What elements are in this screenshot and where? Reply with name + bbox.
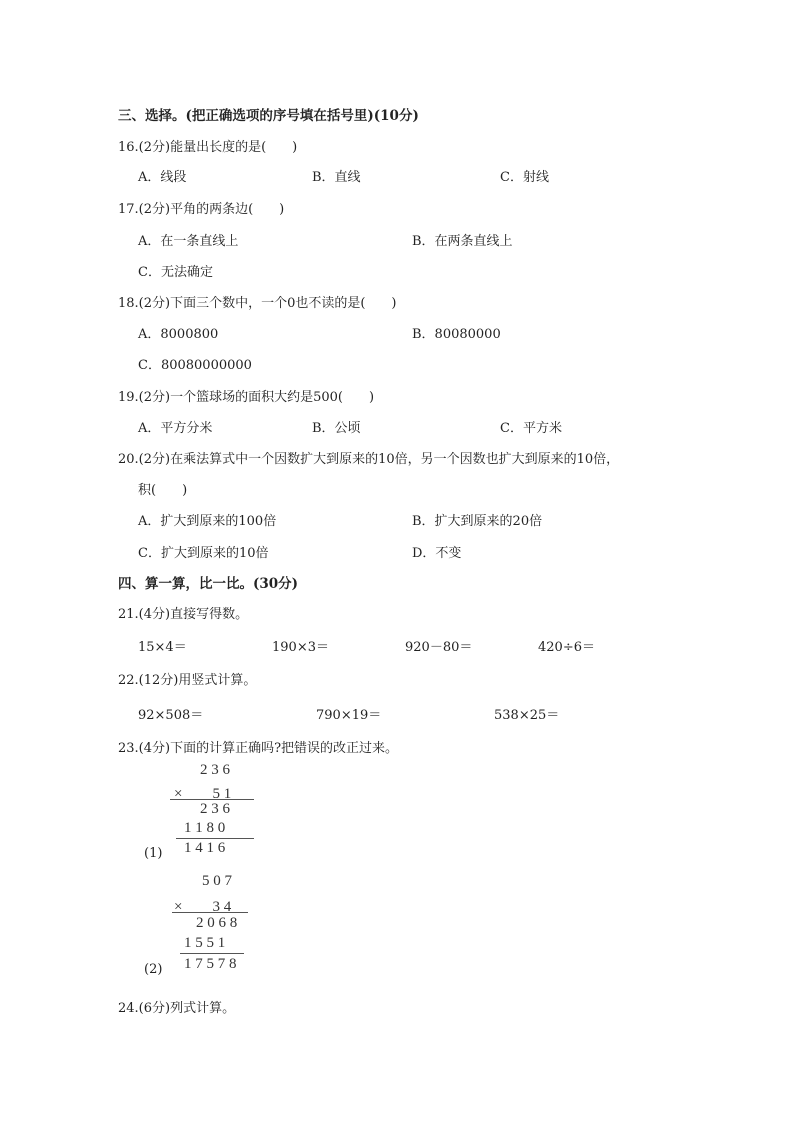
calc2-divider xyxy=(180,953,244,954)
q19-option-b: B．公顷 xyxy=(312,421,361,436)
q17-option-b: B．在两条直线上 xyxy=(412,234,513,249)
calc2-label: (2) xyxy=(144,962,163,977)
section-3-heading: 三、选择。(把正确选项的序号填在括号里)(10分) xyxy=(118,108,419,124)
q20-option-c: C．扩大到原来的10倍 xyxy=(138,546,269,561)
q23-stem: 23.(4分)下面的计算正确吗?把错误的改正过来。 xyxy=(118,741,399,756)
q20-stem-line1: 20.(2分)在乘法算式中一个因数扩大到原来的10倍，另一个因数也扩大到原来的10倍， xyxy=(118,452,620,467)
q19-option-a: A．平方分米 xyxy=(138,421,213,436)
q18-option-b: B．80080000 xyxy=(412,327,501,342)
q20-option-a: A．扩大到原来的100倍 xyxy=(138,514,277,529)
q22-item: 538×25＝ xyxy=(494,708,560,723)
q18-stem: 18.(2分)下面三个数中，一个0也不读的是( ) xyxy=(118,296,397,311)
q17-option-c: C．无法确定 xyxy=(138,265,213,280)
q18-option-a: A．8000800 xyxy=(138,327,219,342)
q21-stem: 21.(4分)直接写得数。 xyxy=(118,607,249,622)
calc1-divider xyxy=(176,838,254,839)
q16-option-c: C．射线 xyxy=(500,170,549,185)
calc1-label: (1) xyxy=(144,846,163,861)
calc1-row: 2 3 6 xyxy=(200,801,230,817)
q21-item: 420÷6＝ xyxy=(538,640,595,655)
calc1-row: 1 4 1 6 xyxy=(184,840,226,856)
q21-item: 920－80＝ xyxy=(405,640,473,655)
calc1-row: 2 3 6 xyxy=(200,762,230,778)
q24-stem: 24.(6分)列式计算。 xyxy=(118,1001,236,1016)
q16-option-a: A．线段 xyxy=(138,170,187,185)
q21-item: 190×3＝ xyxy=(272,640,329,655)
calc2-row: × 3 4 xyxy=(174,899,232,915)
q19-stem: 19.(2分)一个篮球场的面积大约是500( ) xyxy=(118,390,375,405)
q22-item: 790×19＝ xyxy=(316,708,382,723)
q19-option-c: C．平方米 xyxy=(500,421,562,436)
q22-item: 92×508＝ xyxy=(138,708,204,723)
calc2-divider xyxy=(172,912,248,913)
q21-item: 15×4＝ xyxy=(138,640,187,655)
q22-stem: 22.(12分)用竖式计算。 xyxy=(118,673,257,688)
calc2-row: 5 0 7 xyxy=(202,873,232,889)
calc2-row: 1 5 5 1 xyxy=(184,935,226,951)
q16-stem: 16.(2分)能量出长度的是( ) xyxy=(118,140,298,155)
q20-option-d: D．不变 xyxy=(412,546,462,561)
calc2-row: 2 0 6 8 xyxy=(196,915,238,931)
q20-option-b: B．扩大到原来的20倍 xyxy=(412,514,543,529)
q18-option-c: C．80080000000 xyxy=(138,358,252,373)
q20-stem-line2: 积( ) xyxy=(138,483,188,498)
q16-option-b: B．直线 xyxy=(312,170,361,185)
q17-stem: 17.(2分)平角的两条边( ) xyxy=(118,202,285,217)
calc1-divider xyxy=(170,799,254,800)
calc1-row: × 5 1 xyxy=(174,786,232,802)
calc2-row: 1 7 5 7 8 xyxy=(184,956,237,972)
q17-option-a: A．在一条直线上 xyxy=(138,234,239,249)
section-4-heading: 四、算一算，比一比。(30分) xyxy=(118,576,299,592)
calc1-row: 1 1 8 0 xyxy=(184,820,226,836)
